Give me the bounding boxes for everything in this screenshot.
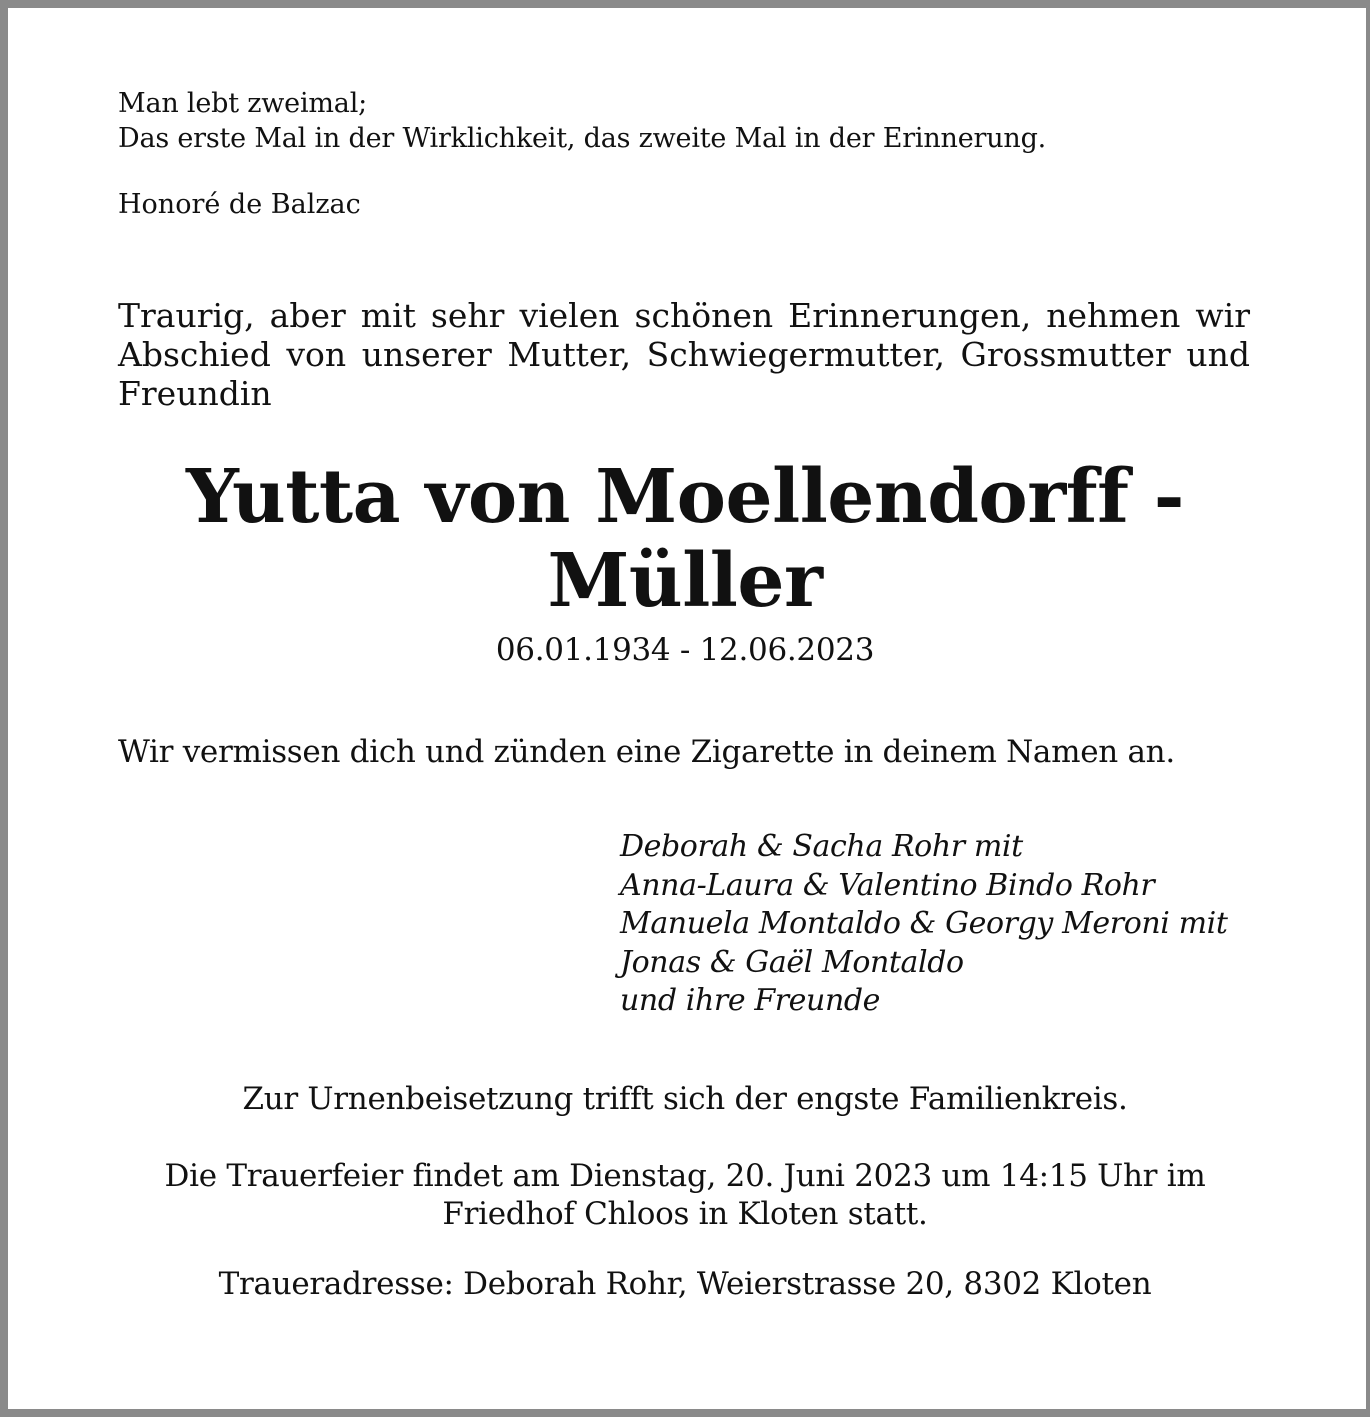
urn-notice: Zur Urnenbeisetzung trifft sich der engste Familienkreis.: [242, 1081, 1128, 1117]
intro-text: Traurig, aber mit sehr vielen schönen Erinnerungen, nehmen wir Abschied von unserer Mutter, Schwiegermutter, Grossmutter und Freundin: [118, 296, 1250, 413]
mourner-line: Deborah & Sacha Rohr mit: [620, 829, 1023, 864]
farewell-text: Wir vermissen dich und zünden eine Zigarette in deinem Namen an.: [118, 734, 1175, 770]
ceremony-line-2: Friedhof Chloos in Kloten statt.: [442, 1196, 928, 1232]
mourner-line: Jonas & Gaël Montaldo: [620, 944, 964, 980]
mourner-line: Anna-Laura & Valentino Bindo Rohr: [620, 867, 1155, 903]
quote-line-1: Man lebt zweimal;: [118, 88, 368, 119]
mourner-line: Manuela Montaldo & Georgy Meroni mit: [620, 906, 1228, 941]
deceased-name: [0, 455, 1370, 623]
ceremony-line-1: Die Trauerfeier findet am Dienstag, 20. Juni 2023 um 14:15 Uhr im: [164, 1158, 1206, 1194]
mourning-address: Traueradresse: Deborah Rohr, Weierstrasse 20, 8302 Kloten: [218, 1266, 1152, 1302]
mourner-line: und ihre Freunde: [620, 983, 881, 1018]
ceremony-notice: [0, 1157, 1370, 1233]
mourners-list: [620, 828, 1228, 1021]
quote-author: Honoré de Balzac: [118, 189, 361, 220]
deceased-name-line-2: Müller: [547, 538, 823, 624]
deceased-name-line-1: Yutta von Moellendorff -: [186, 454, 1184, 540]
life-dates: 06.01.1934 - 12.06.2023: [495, 632, 875, 668]
quote-line-2: Das erste Mal in der Wirklichkeit, das zweite Mal in der Erinnerung.: [118, 123, 1047, 154]
quote: [118, 86, 1046, 156]
